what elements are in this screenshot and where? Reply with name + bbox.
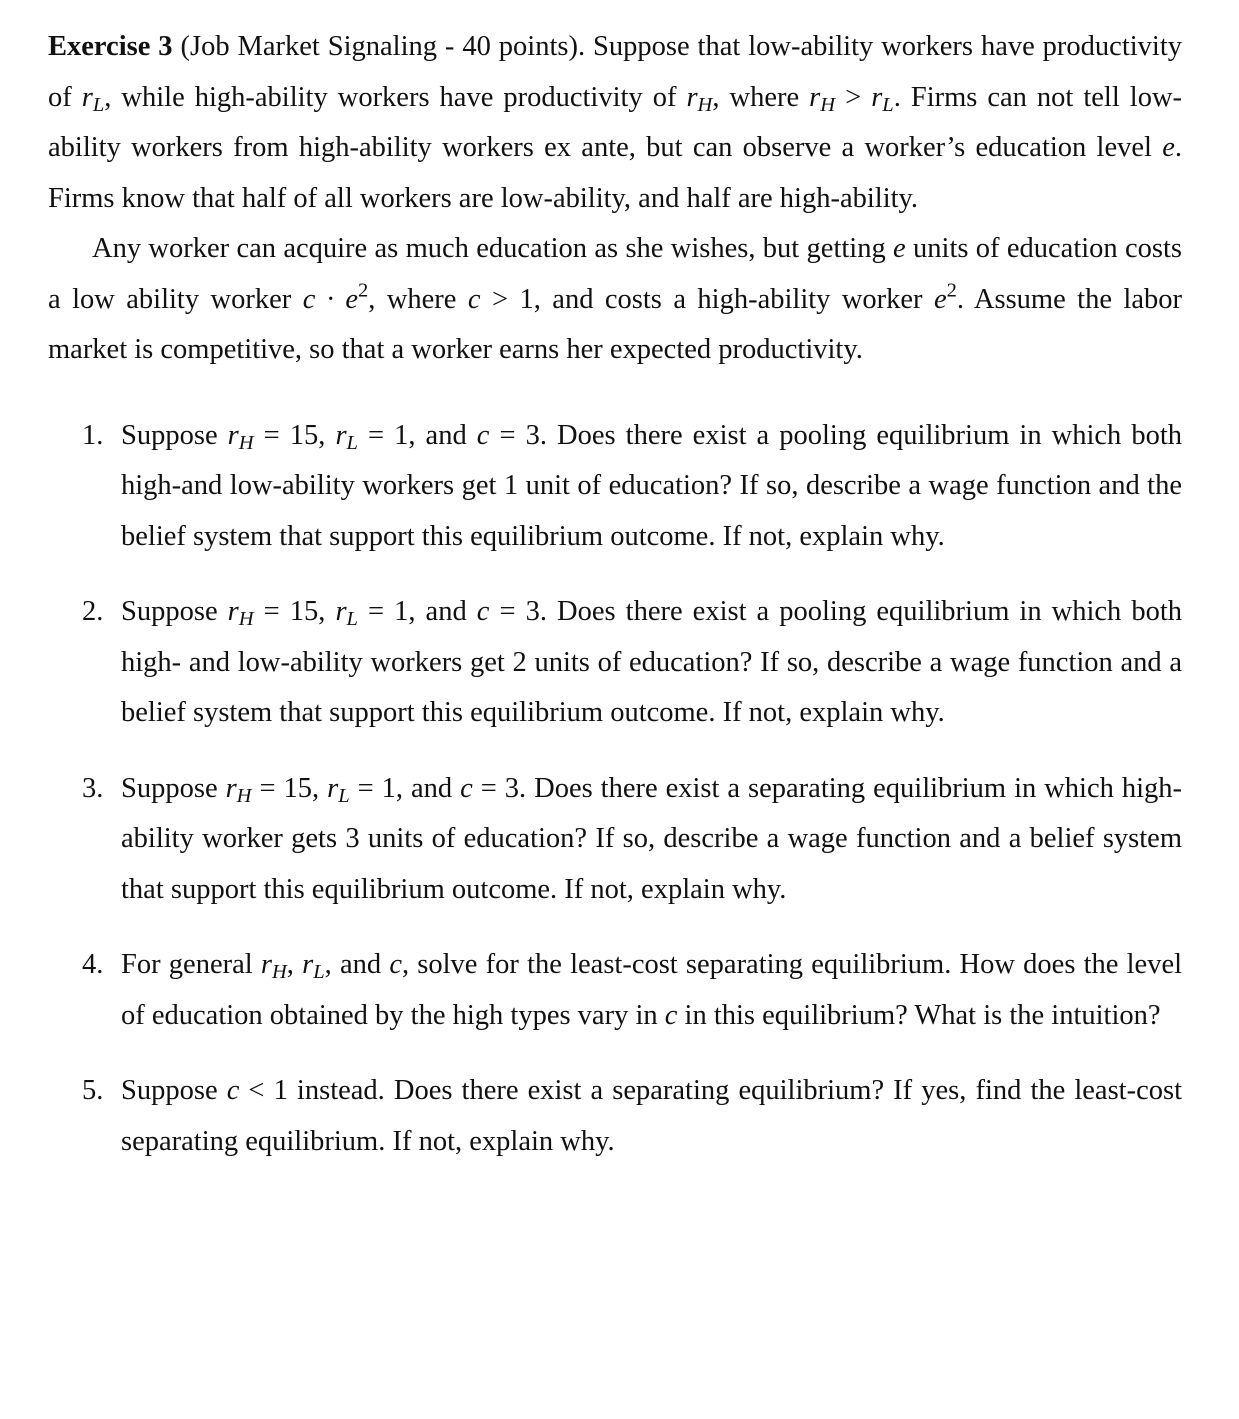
exercise-page xyxy=(48,22,1182,1167)
question-text: , solve for the least-cost separating equilibrium. How does the level of education obtained by the high types vary in xyxy=(121,949,1183,1031)
question-number: 4. xyxy=(82,949,104,980)
question-item-2: 2. Suppose $r_H = 15$, $r_L = 1$, and c = 3. Does there exist a pooling equilibrium in which both high- and low-ability workers get 2 units of education? If so, describe a wage function and a belief system that support this equilibrium outcome. If not, explain why. xyxy=(48,587,1182,739)
question-item-3: 3. Suppose $r_H = 15$, $r_L = 1$, and c = 3. Does there exist a separating equilibrium in which high-ability worker gets 3 units of education? If so, describe a wage function and a belief system that support this equilibrium outcome. If not, explain why. xyxy=(48,764,1182,916)
question-number: 2. xyxy=(82,596,104,627)
intro-paragraph-1: Exercise 3 (Job Market Signaling - 40 points). Suppose that low-ability workers have productivity of $r_L$, while high-ability workers have productivity of $r_H$, where $r_H > r_L$. Firms can not tell low-ability workers from high-ability workers ex ante, but can observe a worker’s education level e. Firms know that half of all workers are low-ability, and half are high-ability. xyxy=(48,31,1183,214)
question-number: 1. xyxy=(82,419,104,451)
question-list xyxy=(48,411,1182,1168)
question-number: 3. xyxy=(82,772,104,804)
question-item-1: 1. Suppose $r_H = 15$, $r_L = 1$, and c = 3. Does there exist a pooling equilibrium in which both high-and low-ability workers get 1 unit of education? If so, describe a wage function and the belief system that support this equilibrium outcome. If not, explain why. xyxy=(48,411,1182,563)
question-item-5: 5. Suppose c < 1 instead. Does there exist a separating equilibrium? If yes, find the least-cost separating equilibrium. If not, explain why. xyxy=(48,1066,1182,1167)
exercise-label: Exercise 3 xyxy=(48,31,173,62)
question-item-4: 4. For general $r_H$, $r_L$, and c, solve for the least-cost separating equilibrium. How does the level of education obtained by the high types vary in c in this equilibrium? What is the intuition? xyxy=(48,940,1182,1041)
exercise-title: (Job Market Signaling - 40 points). xyxy=(172,31,586,62)
question-text: Does there exist a pooling equilibrium in which both high- and low-ability workers get 2 units of education? If so, describe a wage function and a belief system that support this equilibrium outcome. If not, explain why. xyxy=(121,596,1183,728)
question-text: Does there exist a separating equilibrium? If yes, find the least-cost separating equilibrium. If not, explain why. xyxy=(121,1075,1182,1157)
intro-paragraph-2: Any worker can acquire as much education as she wishes, but getting e units of education costs a low ability worker $c \cdot e^2$, where c > 1, and costs a high-ability worker $e^2$. Assume the labor market is competitive, so that a worker earns her expected productivity. xyxy=(48,233,1182,365)
question-text: Does there exist a separating equilibrium in which high-ability worker gets 3 units of education? If so, describe a wage function and a belief system that support this equilibrium outcome. If not, explain why. xyxy=(121,772,1182,905)
question-number: 5. xyxy=(82,1075,104,1106)
question-text: Does there exist a pooling equilibrium in which both high-and low-ability workers get 1 unit of education? If so, describe a wage function and the belief system that support this equilibrium outcome. If not, explain why. xyxy=(121,419,1183,552)
